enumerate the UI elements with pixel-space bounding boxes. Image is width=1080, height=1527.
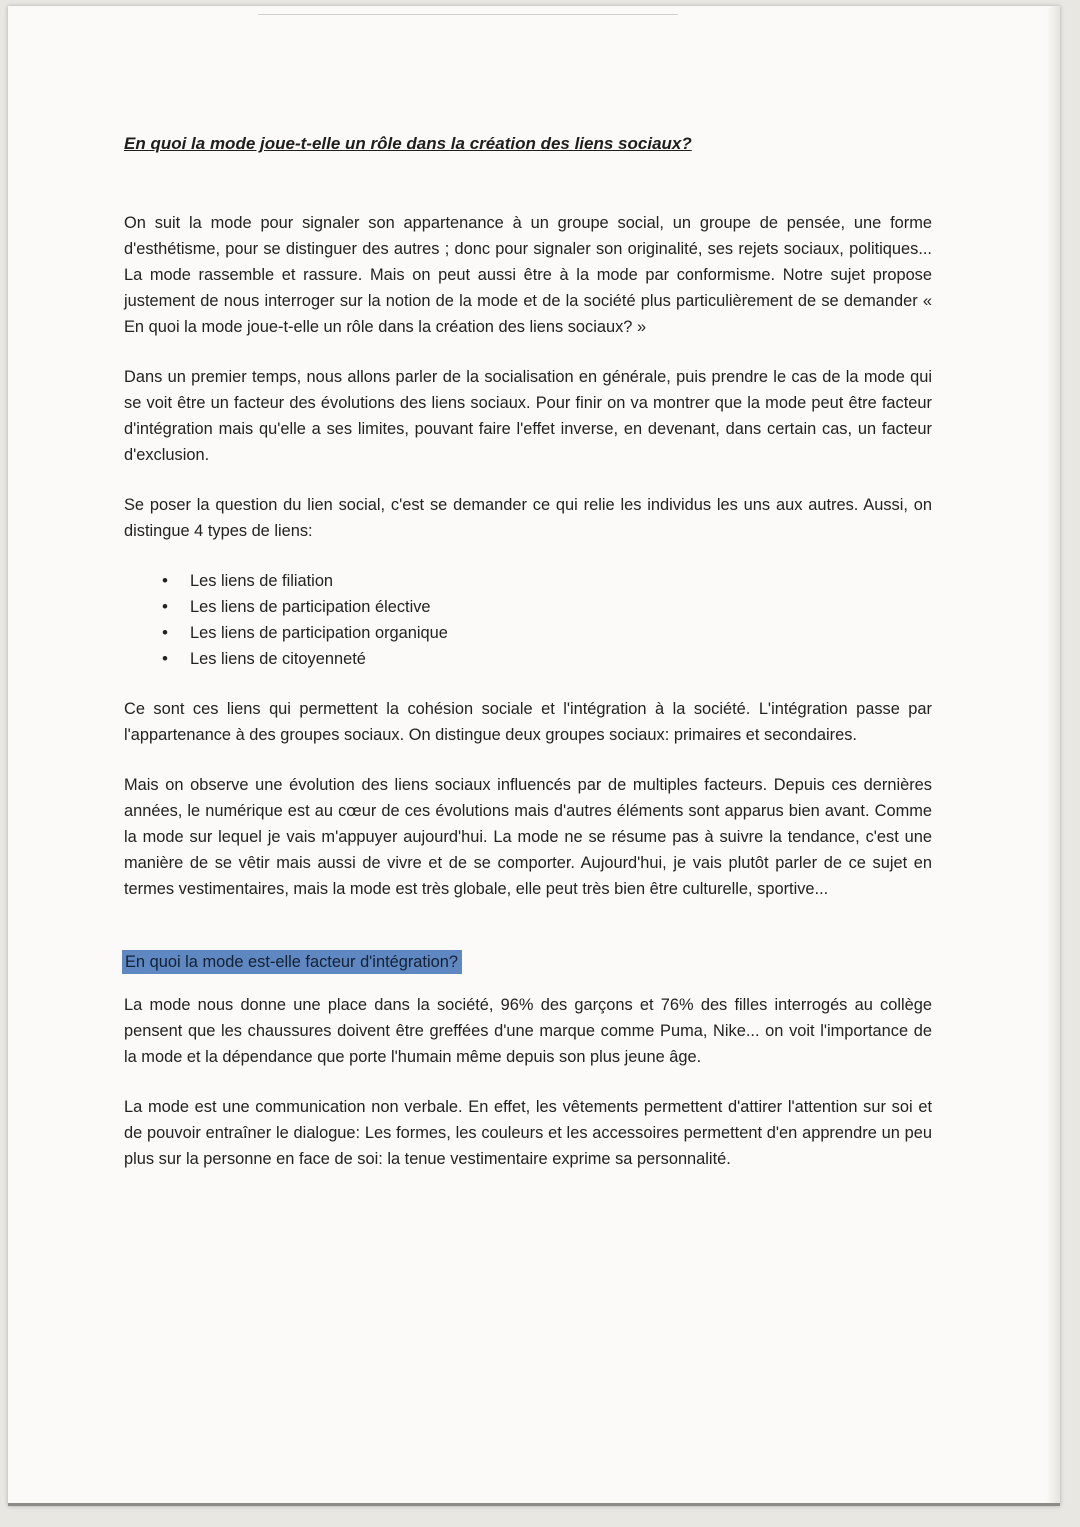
paragraph-place-societe: La mode nous donne une place dans la société, 96% des garçons et 76% des filles interrogés au collège pensent que les chaussures doivent être greffées d'une marque comme Puma, Nike... on voit l'importance de la mode et la dépendance que porte l'humain même depuis son plus jeune âge. [124, 996, 932, 1066]
paragraph-cohesion: Ce sont ces liens qui permettent la cohésion sociale et l'intégration à la société. L'intégration passe par l'appartenance à des groupes sociaux. On distingue deux groupes sociaux: primaires et secondaires. [124, 700, 932, 744]
paragraph-evolution: Mais on observe une évolution des liens sociaux influencés par de multiples facteurs. Depuis ces dernières années, le numérique est au cœur de ces évolutions mais d'autres éléments sont apparus bien avant. Comme la mode sur lequel je vais m'appuyer aujourd'hui. La mode ne se résume pas à suivre la tendance, c'est une manière de se vêtir mais aussi de vivre et de se comporter. Aujourd'hui, je vais plutôt parler de ce sujet en termes vestimentaires, mais la mode est très globale, elle peut très bien être culturelle, sportive... [124, 776, 932, 898]
page-bottom-edge [8, 1503, 1060, 1506]
list-item: • Les liens de filiation [162, 568, 932, 594]
list-item: • Les liens de citoyenneté [162, 646, 932, 672]
list-item: • Les liens de participation organique [162, 620, 932, 646]
page-edge [1046, 6, 1060, 1506]
paragraph-plan: Dans un premier temps, nous allons parler de la socialisation en générale, puis prendre le cas de la mode qui se voit être un facteur des évolutions des liens sociaux. Pour finir on va montrer que la mode peut être facteur d'intégration mais qu'elle a ses limites, pouvant faire l'effet inverse, en devenant, dans certain cas, un facteur d'exclusion. [124, 368, 932, 464]
paragraph-lien-social: Se poser la question du lien social, c'est se demander ce qui relie les individus les uns aux autres. Aussi, on distingue 4 types de liens: [124, 496, 932, 540]
list-item: • Les liens de participation élective [162, 594, 932, 620]
paragraph-intro: On suit la mode pour signaler son appartenance à un groupe social, un groupe de pensée, une forme d'esthétisme, pour se distinguer des autres ; donc pour signaler son originalité, ses rejets sociaux, politiques... La mode rassemble et rassure. Mais on peut aussi être à la mode par conformisme. Notre sujet propose justement de nous interroger sur la notion de la mode et de la société plus particulièrement de se demander « En quoi la mode joue-t-elle un rôle dans la création des liens sociaux? » [124, 214, 932, 336]
document-page [8, 6, 1060, 1506]
document-body [124, 132, 932, 1172]
document-title: En quoi la mode joue-t-elle un rôle dans la création des liens sociaux? [124, 134, 692, 153]
section-heading: En quoi la mode est-elle facteur d'intégration? [122, 950, 462, 974]
paragraph-communication: La mode est une communication non verbale. En effet, les vêtements permettent d'attirer l'attention sur soi et de pouvoir entraîner le dialogue: Les formes, les couleurs et les accessoires permettent d'en apprendre un peu plus sur la personne en face de soi: la tenue vestimentaire exprime sa personnalité. [124, 1098, 932, 1168]
bullet-list [124, 568, 932, 672]
top-rule [258, 14, 678, 15]
section-heading-row [124, 950, 932, 974]
